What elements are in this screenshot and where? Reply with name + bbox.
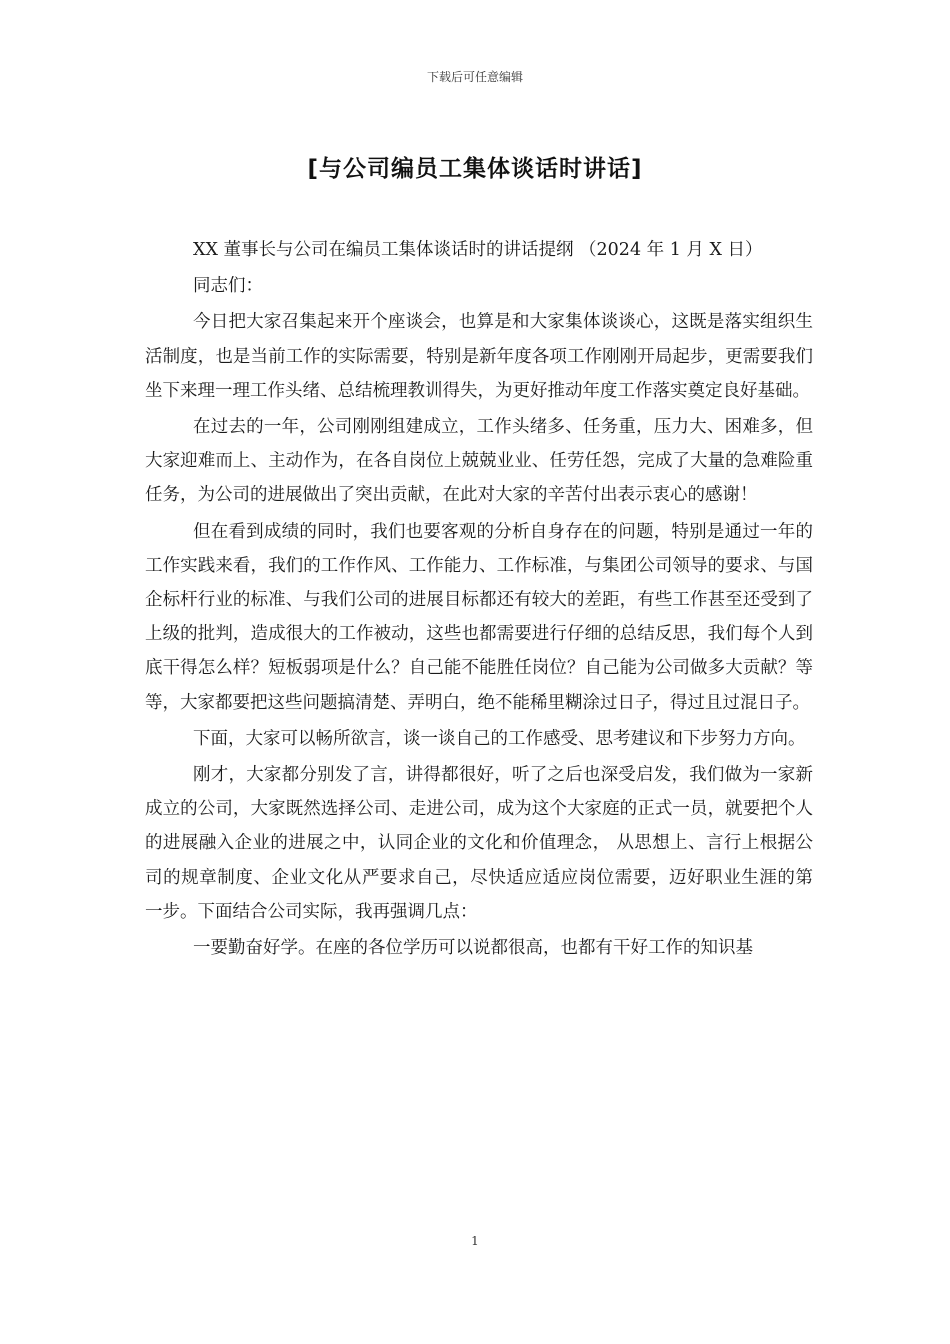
document-body: [145, 233, 813, 967]
paragraph-subtitle: XX 董事长与公司在编员工集体谈话时的讲话提纲 （2024 年 1 月 X 日）: [193, 240, 763, 260]
header-note: 下载后可任意编辑: [426, 70, 523, 84]
page-number: 1: [471, 1234, 479, 1248]
paragraph: 刚才，大家都分别发了言，讲得都很好，听了之后也深受启发，我们做为一家新成立的公司，大家既然选择公司、走进公司，成为这个大家庭的正式一员，就要把个人的进展融入企业的进展之中，认同企业的文化和价值理念， 从思想上、言行上根据公司的规章制度、企业文化从严要求自己，尽快适应适应岗位需要，迈好职业生涯的第 一步。下面结合公司实际，我再强调几点：: [145, 765, 813, 922]
paragraph: 一要勤奋好学。在座的各位学历可以说都很高，也都有干好工作的知识基: [193, 938, 753, 959]
document-title: [与公司编员工集体谈话时讲话]: [307, 156, 643, 182]
paragraph: 今日把大家召集起来开个座谈会，也算是和大家集体谈谈心，这既是落实组织生活制度，也是当前工作的实际需要，特别是新年度各项工作刚刚开局起步，更需要我们坐下来理一理工作头绪、总结梳理教训得失，为更好推动年度工作落实奠定良好基础。: [145, 312, 813, 401]
paragraph: 下面，大家可以畅所欲言，谈一谈自己的工作感受、思考建议和下步努力方向。: [193, 728, 806, 749]
paragraph: 但在看到成绩的同时，我们也要客观的分析自身存在的问题，特别是通过一年的工作实践来看，我们的工作作风、工作能力、工作标准，与集团公司领导的要求、与国企标杆行业的标准、与我们公司的进展目标都还有较大的差距，有些工作甚至还受到了上级的批判，造成很大的工作被动，这些也都需要进行仔细的总结反思，我们每个人到底干得怎么样？短板弱项是什么？自己能不能胜任岗位？自己能为公司做多大贡献？等等，大家都要把这些问题搞清楚、弄明白，绝不能稀里糊涂过日子，得过且过混日子。: [145, 521, 813, 713]
paragraph-salutation: 同志们：: [193, 276, 263, 297]
paragraph: 在过去的一年，公司刚刚组建成立，工作头绪多、任务重，压力大、困难多，但大家迎难而上、主动作为，在各自岗位上兢兢业业、任劳任怨，完成了大量的急难险重任务，为公司的进展做出了突出贡献，在此对大家的辛苦付出表示衷心的感谢！: [145, 417, 813, 506]
